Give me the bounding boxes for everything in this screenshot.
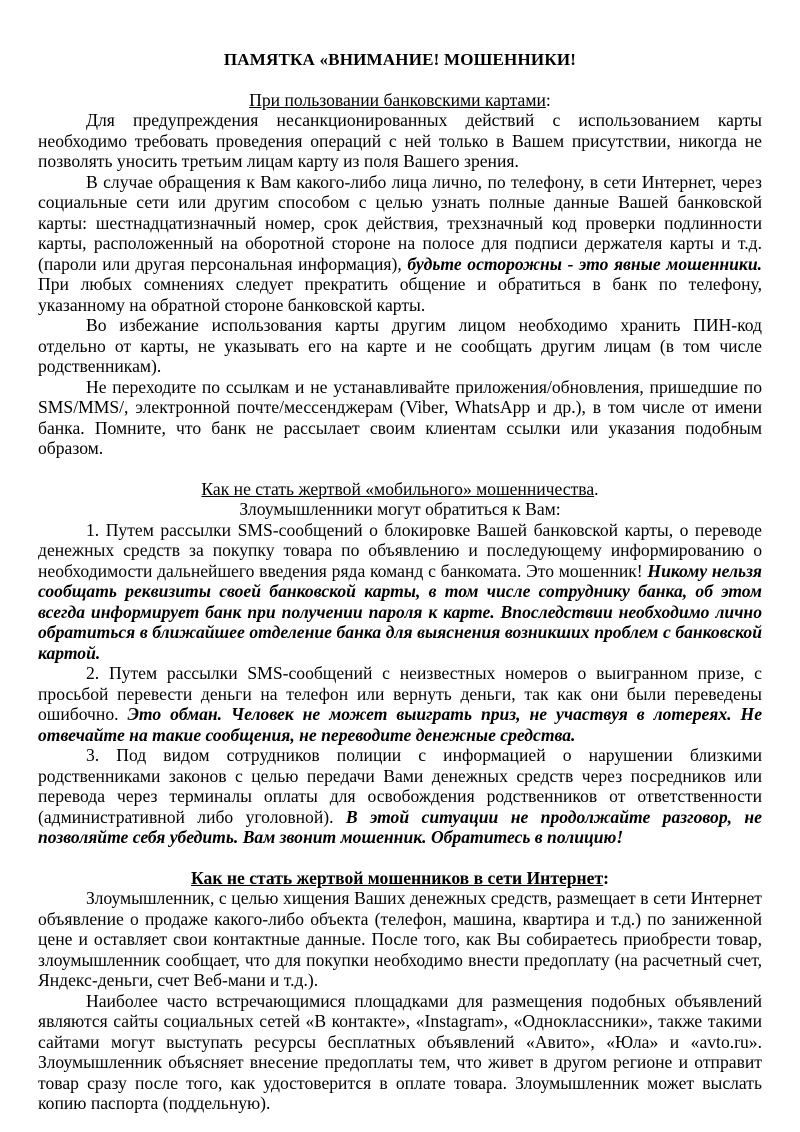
spacer — [38, 459, 762, 479]
spacer — [38, 848, 762, 868]
paragraph — [38, 172, 762, 316]
heading-suffix: : — [603, 867, 609, 888]
text: 2. Путем рассылки SMS-сообщений с неизвестных номеров о выигранном призе, с просьбой перевести деньги на телефон или вернуть деньги, так как они были переведены ошибочно. — [38, 663, 762, 724]
paragraph — [38, 520, 762, 664]
paragraph — [38, 663, 762, 745]
section-subheading: Злоумышленники могут обратиться к Вам: — [239, 499, 561, 519]
text: При любых сомнениях следует прекратить общение и обратиться в банк по телефону, указанному на обратной стороне банковской карты. — [38, 274, 762, 315]
text: 3. Под видом сотрудников полиции с информацией о нарушении близкими родственниками законов с целью передачи Вами денежных средств через посредников или перевода через терминалы оплаты для освобождения родственников от ответственности (административной либо уголовной). — [38, 745, 762, 827]
document-page — [38, 50, 762, 1114]
heading-suffix: : — [545, 89, 551, 110]
warning-text: Это обман. Человек не может выиграть приз, не участвуя в лотереях. Не отвечайте на такие сообщения, не переводите денежные средства. — [38, 704, 762, 745]
section-heading-internet-fraud — [38, 868, 762, 889]
document-title: ПАМЯТКА «ВНИМАНИЕ! МОШЕННИКИ! — [223, 50, 577, 69]
heading-text: Как не стать жертвой мошенников в сети Интернет — [191, 867, 604, 888]
section-heading-mobile-fraud — [38, 479, 762, 500]
paragraph — [38, 745, 762, 848]
text: 1. Путем рассылки SMS-сообщений о блокировке Вашей банковской карты, о переводе денежных средств за покупку товара по объявлению и последующему информированию о необходимости дальнейшего введения ряда команд с банкомата. Это мошенник! — [38, 519, 762, 581]
heading-suffix: . — [594, 478, 599, 499]
paragraph: Злоумышленник, с целью хищения Ваших денежных средств, размещает в сети Интернет объявление о продаже какого-либо объекта (телефон, машина, квартира и т.д.) по заниженной цене и оставляет свои контактные данные. После того, как Вы собираетесь приобрести товар, злоумышленник сообщает, что для покупки необходимо внести предоплату (на расчетный счет, Яндекс-деньги, счет Веб-мани и т.д.). — [38, 888, 762, 990]
section-heading-bank-cards — [38, 90, 762, 111]
paragraph: Для предупреждения несанкционированных действий с использованием карты необходимо требовать проведения операций с ней только в Вашем присутствии, никогда не позволять уносить третьим лицам карту из поля Вашего зрения. — [38, 110, 762, 171]
warning-text: В этой ситуации не продолжайте разговор, не позволяйте себя убедить. Вам звонит мошенник. Обратитесь в полицию! — [38, 806, 762, 847]
paragraph: Во избежание использования карты другим лицом необходимо хранить ПИН-код отдельно от карты, не указывать его на карте и не сообщать другим лицам (в том числе родственникам). — [38, 315, 762, 376]
heading-text: При пользовании банковскими картами — [249, 89, 546, 110]
text: В случае обращения к Вам какого-либо лица лично, по телефону, в сети Интернет, через социальные сети или другим способом с целью узнать полные данные Вашей банковской карты: шестнадцатизначный номер, срок действия, трехзначный код проверки подлинности карты, расположенный на оборотной стороне на полосе для подписи держателя карты и т.д. (пароли или другая персональная информация), — [38, 171, 762, 274]
heading-text: Как не стать жертвой «мобильного» мошенничества — [201, 478, 595, 499]
paragraph: Не переходите по ссылкам и не устанавливайте приложения/обновления, пришедшие по SMS/MMS/, электронной почте/мессенджерам (Viber, WhatsApp и др.), в том числе от имени банка. Помните, что банк не рассылает своим клиентам ссылки или указания подобным образом. — [38, 376, 762, 458]
paragraph: Наиболее часто встречающимися площадками для размещения подобных объявлений являются сайты социальных сетей «В контакте», «Instagram», «Одноклассники», также такими сайтами могут выступать ресурсы бесплатных объявлений «Авито», «Юла» и «avto.ru». Злоумышленник объясняет внесение предоплаты тем, что живет в другом регионе и отправит товар сразу после того, как удостоверится в оплате товара. Злоумышленник может выслать копию паспорта (поддельную). — [38, 990, 762, 1113]
warning-text: будьте осторожны - это явные мошенники. — [407, 253, 762, 274]
warning-text: Никому нельзя сообщать реквизиты своей банковской карты, в том числе сотруднику банка, об этом всегда информирует банк при получении пароля к карте. Впоследствии необходимо лично обратиться в ближайшее отделение банка для выяснения возникших проблем с банковской картой. — [38, 560, 762, 663]
